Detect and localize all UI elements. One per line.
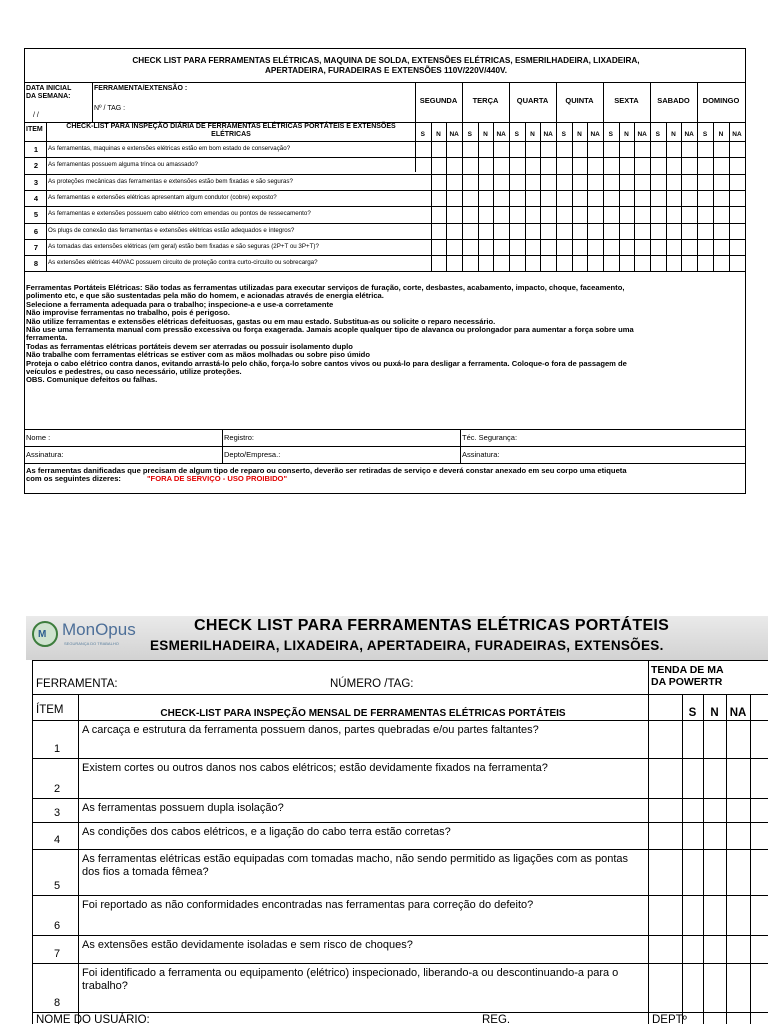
row-line	[25, 239, 745, 240]
reg-label: REG.	[482, 1014, 511, 1026]
item-number: 2	[54, 783, 61, 795]
logo-text: MonOpus	[62, 620, 136, 639]
daily-checklist-form	[24, 48, 746, 494]
sn-label: S	[420, 131, 425, 138]
row-line	[32, 895, 768, 896]
info-line: Ferramentas Portáteis Elétricas: São todas as ferramentas utilizadas para executar serviços de furação, corte, desbastes, acabamento, impacto, choque, faceamento,	[26, 283, 625, 292]
form1-title-line2: APERTADEIRA, FURADEIRAS E EXTENSÕES 110V/220V/440V.	[264, 66, 508, 75]
day-header-0: SEGUNDA	[419, 96, 458, 105]
info-line: ferramenta.	[26, 333, 68, 343]
item-question: As condições dos cabos elétricos, e a ligação do cabo terra estão corretas?	[82, 826, 451, 838]
item-question: As extensões elétricas 440VAC possuem circuito de proteção contra curto-circuito ou sobrecarga?	[48, 259, 318, 267]
row-line	[32, 1012, 768, 1013]
item-column-header: ITEM	[26, 126, 43, 133]
item-number: 4	[33, 193, 39, 203]
info-text-block	[26, 284, 745, 385]
item-number: 8	[54, 997, 61, 1009]
sn-header: NA	[729, 707, 747, 719]
day-header-2: QUARTA	[516, 96, 549, 105]
check-header: CHECK-LIST PARA INSPEÇÃO MENSAL DE FERRAMENTAS ELÉTRICAS PORTÁTEIS	[160, 708, 566, 719]
sn-label: N	[624, 131, 629, 138]
row-line	[25, 190, 745, 191]
item-number: 6	[33, 226, 39, 236]
info-line: Não utilize ferramentas e extensões elétricas defeituosas, gastas ou em mau estado. Substitua-as ou solicite o reparo necessário.	[26, 316, 496, 326]
nome-field[interactable]: Nome :	[26, 433, 51, 442]
row-line	[32, 822, 768, 823]
item-number: 1	[54, 743, 61, 755]
depto-empresa-field[interactable]: Depto/Empresa.:	[224, 450, 281, 459]
row-line	[32, 935, 768, 936]
day-header-3: QUINTA	[565, 96, 594, 105]
row-line	[25, 157, 745, 158]
registro-field[interactable]: Registro:	[224, 433, 255, 442]
sn-label: S	[702, 131, 708, 138]
item-number: 5	[33, 210, 39, 220]
row-line	[32, 798, 768, 799]
info-line: Selecione a ferramenta adequada para o trabalho; inspecione-a e use-a corretamente	[26, 299, 334, 309]
sn-label: N	[577, 131, 582, 138]
info-line: Proteja o cabo elétrico contra danos, evitando arrastá-lo pelo chão, força-lo sobre cantos vivos ou puxá-lo para desligar a ferramenta. Coloque-o fora de passagem de	[26, 358, 627, 368]
item-number: 2	[33, 161, 39, 171]
ferramenta-label: FERRAMENTA:	[36, 678, 118, 690]
dept-label: DEPTº	[652, 1014, 687, 1026]
row-line	[25, 255, 745, 256]
sn-label: S	[561, 131, 566, 138]
sn-label: N	[718, 131, 724, 138]
sn-label: S	[514, 131, 519, 138]
assinatura-field[interactable]: Assinatura:	[26, 450, 64, 459]
tec-seguranca-field[interactable]: Téc. Segurança:	[462, 433, 518, 442]
assinatura-tecnico-field[interactable]: Assinatura:	[462, 450, 500, 459]
sn-label: NA	[449, 131, 459, 138]
item-question: As ferramentas, maquinas e extensões elétricas estão em bom estado de conservação?	[48, 145, 291, 152]
item-question: As extensões estão devidamente isoladas e sem risco de choques?	[82, 939, 413, 951]
info-line: Não use uma ferramenta manual com pressão excessiva ou força exagerada. Jamais acople qualquer tipo de alavanca ou prolongador para aumentar a força sobre uma	[26, 325, 634, 335]
sn-label: NA	[496, 131, 506, 138]
fora-de-servico-label: "FORA DE SERVIÇO - USO PROIBIDO"	[146, 474, 288, 484]
item-number: 7	[33, 242, 39, 252]
item-number: 4	[54, 834, 61, 846]
monthly-items	[26, 616, 768, 1024]
item-header: ÍTEM	[36, 704, 64, 716]
sn-label: S	[467, 131, 472, 138]
sn-label: N	[671, 131, 676, 138]
info-line: polimento etc, e que são sustentadas pela mão do homem, e acionadas através de energia elétrica.	[26, 291, 384, 301]
ferramenta-extensao-label: FERRAMENTA/EXTENSÃO :	[94, 85, 188, 92]
item-question: As tomadas das extensões elétricas (em geral) estão bem fixadas e são seguras (2P+T ou 3P+T)?	[48, 242, 319, 250]
sn-label: S	[608, 131, 613, 138]
sn-label: NA	[637, 131, 647, 138]
date-field[interactable]: / /	[33, 112, 39, 119]
item-question: As ferramentas e extensões possuem cabo elétrico com emendas ou pontos de ressecamento?	[48, 210, 311, 218]
sn-label: NA	[590, 131, 600, 138]
item-number: 1	[33, 145, 39, 154]
day-header-5: SABADO	[657, 96, 690, 105]
sn-label: NA	[732, 131, 742, 138]
item-question: A carcaça e estrutura da ferramenta possuem danos, partes quebradas e/ou partes faltantes?	[82, 724, 539, 736]
row-line	[32, 758, 768, 759]
row-line	[25, 271, 745, 272]
row-line	[25, 223, 745, 224]
sn-label: N	[530, 131, 535, 138]
item-question: As ferramentas elétricas estão equipadas com tomadas macho, não sendo permitido as ligações com as pontas dos fios a tomada fêmea?	[82, 853, 629, 878]
item-question: As proteções mecânicas das ferramentas e extensões estão bem fixadas e são seguras?	[48, 177, 293, 185]
item-number: 7	[54, 948, 61, 960]
sn-header: S	[688, 707, 697, 719]
day-header-4: SEXTA	[614, 96, 639, 105]
sn-label: NA	[684, 131, 694, 138]
info-line: Não improvise ferramentas no trabalho, pois é perigoso.	[26, 308, 230, 318]
info-line: OBS. Comunique defeitos ou falhas.	[26, 375, 158, 385]
form1-title-line1: CHECK LIST PARA FERRAMENTAS ELÉTRICAS, MAQUINA DE SOLDA, EXTENSÕES ELÉTRICAS, ESMERILHADEIRA, LIXADEIRA,	[132, 56, 640, 65]
item-question: Existem cortes ou outros danos nos cabos elétricos; estão devidamente fixados na ferramenta?	[82, 762, 548, 774]
info-line: veículos e pedestres, ou caso necessário, utilize proteções.	[26, 367, 242, 377]
footer-note: As ferramentas danificadas que precisam de algum tipo de reparo ou conserto, deverão ser retiradas de serviço e deverá constar anexado em seu corpo uma etiqueta com os seguintes dizeres: "FORA DE SERVIÇO - USO PROIBIDO"	[26, 466, 627, 484]
item-question: As ferramentas e extensões elétricas apresentam algum condutor (cobre) exposto?	[48, 193, 277, 201]
sn-label: N	[436, 131, 441, 138]
daily-items	[25, 49, 747, 279]
day-header-6: DOMINGO	[702, 96, 740, 105]
sn-header: N	[710, 707, 719, 719]
row-line	[32, 849, 768, 850]
item-question: As ferramentas possuem dupla isolação?	[82, 802, 284, 814]
sn-label: S	[655, 131, 660, 138]
side-note: TENDA DE MA DA POWERTR	[651, 664, 724, 688]
row-line	[25, 206, 745, 207]
monopus-logo-icon: M	[32, 621, 58, 647]
sn-label: N	[483, 131, 488, 138]
form2-title-line2: ESMERILHADEIRA, LIXADEIRA, APERTADEIRA, FURADEIRAS, EXTENSÕES.	[150, 638, 664, 653]
info-line: Não trabalhe com ferramentas elétricas se estiver com as mãos molhadas ou sobre piso úmido	[26, 350, 370, 360]
form2-title-line1: CHECK LIST PARA FERRAMENTAS ELÉTRICAS PORTÁTEIS	[194, 617, 670, 634]
numero-tag-label: NÚMERO /TAG:	[330, 678, 414, 690]
info-line: Todas as ferramentas elétricas portáteis devem ser aterradas ou possuir isolamento duplo	[26, 341, 353, 351]
item-number: 5	[54, 880, 61, 892]
item-number: 3	[33, 177, 39, 187]
item-question: Os plugs de conexão das ferramentas e extensões elétricas estão adequados e íntegros?	[48, 226, 295, 234]
row-line	[32, 963, 768, 964]
tag-label: Nº / TAG :	[94, 105, 126, 112]
row-line	[25, 174, 745, 175]
item-number: 3	[54, 807, 61, 819]
item-number: 8	[33, 259, 39, 269]
item-question: Foi reportado as não conformidades encontradas nas ferramentas para correção do defeito?	[82, 899, 534, 911]
item-question: Foi identificado a ferramenta ou equipamento (elétrico) inspecionado, liberando-a ou descontinuando-a para o trabalho?	[82, 967, 619, 992]
item-number: 6	[54, 920, 61, 932]
item-question: As ferramentas possuem alguma trinca ou amassado?	[48, 161, 198, 169]
check-column-header: CHECK-LIST PARA INSPEÇÃO DIÁRIA DE FERRAMENTAS ELÉTRICAS PORTÁTEIS E EXTENSÕES ELÉTRICAS	[66, 123, 396, 138]
nome-usuario-label: NOME DO USUÁRIO:	[36, 1014, 150, 1026]
sn-label: NA	[543, 131, 553, 138]
row-line	[25, 141, 745, 142]
day-header-1: TERÇA	[472, 96, 499, 105]
logo-tagline: SEGURANÇA DO TRABALHO	[64, 641, 119, 646]
data-inicial-label: DATA INICIAL DA SEMANA:	[26, 85, 72, 100]
monthly-checklist-form	[26, 616, 768, 1024]
